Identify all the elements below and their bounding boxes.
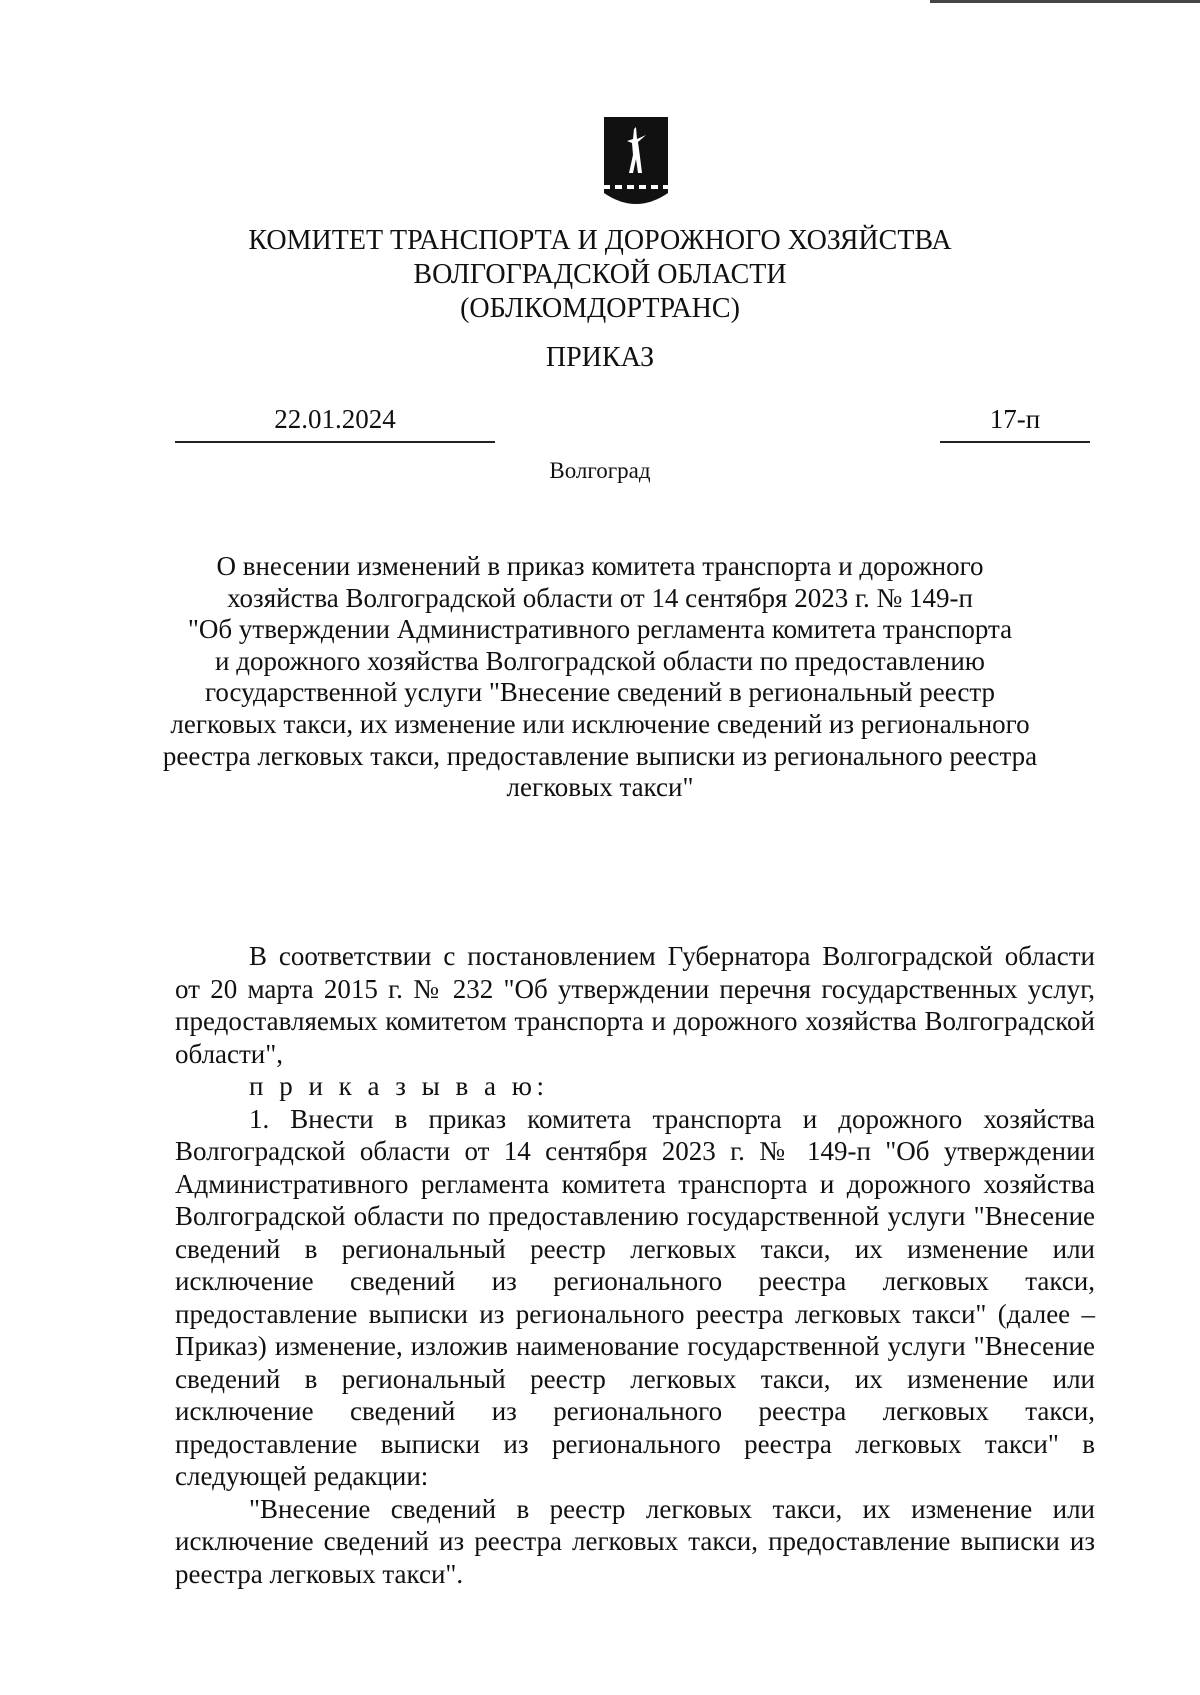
org-name-line2: ВОЛГОГРАДСКОЙ ОБЛАСТИ bbox=[413, 259, 787, 290]
subject-line: легковых такси" bbox=[506, 772, 694, 803]
order-verb: п р и к а з ы в а ю: bbox=[249, 1071, 549, 1101]
subject-line: государственной услуги "Внесение сведений в региональный реестр bbox=[204, 677, 995, 708]
preamble-paragraph: В соответствии с постановлением Губернатора Волгоградской области от 20 марта 2015 г. № 232 "Об утверждении перечня государственных услуг, предоставляемых комитетом транспорта и дорожного хозяйства Волгоградской области", bbox=[175, 941, 1095, 1069]
subject-line: и дорожного хозяйства Волгоградской области по предоставлению bbox=[215, 645, 985, 676]
subject-line: легковых такси, их изменение или исключение сведений из регионального bbox=[170, 708, 1030, 739]
subject-line: реестра легковых такси, предоставление выписки из регионального реестра bbox=[162, 740, 1038, 771]
page-top-edge bbox=[930, 0, 1200, 3]
order-date: 22.01.2024 bbox=[274, 404, 396, 434]
coat-of-arms-emblem bbox=[602, 115, 670, 215]
item-1-paragraph: 1. Внести в приказ комитета транспорта и дорожного хозяйства Волгоградской области от 14 сентября 2023 г. № 149-п "Об утверждении Административного регламента комитета транспорта и дорожного хозяйства Волгоградской области по предоставлению государственной услуги "Внесение сведений в региональный реестр легковых такси, их изменение или исключение сведений из регионального реестра легковых такси, предоставление выписки из регионального реестра легковых такси" (далее – Приказ) изменение, изложив наименование государственной услуги "Внесение сведений в региональный реестр легковых такси, их изменение или исключение сведений из регионального реестра легковых такси, предоставление выписки из регионального реестра легковых такси" в следующей редакции: bbox=[175, 1103, 1095, 1491]
order-number: 17-п bbox=[989, 404, 1041, 434]
order-subject bbox=[0, 551, 1200, 804]
document-type-title: ПРИКАЗ bbox=[545, 342, 655, 373]
subject-line: хозяйства Волгоградской области от 14 сентября 2023 г. № 149-п bbox=[227, 582, 973, 613]
date-underline bbox=[175, 441, 495, 443]
order-body bbox=[175, 940, 1095, 1590]
subject-line: "Об утверждении Административного регламента комитета транспорта bbox=[187, 614, 1013, 645]
subject-line: О внесении изменений в приказ комитета транспорта и дорожного bbox=[216, 551, 984, 581]
number-underline bbox=[940, 441, 1090, 443]
new-title-quote: "Внесение сведений в реестр легковых такси, их изменение или исключение сведений из реестра легковых такси, предоставление выписки из реестра легковых такси". bbox=[175, 1493, 1095, 1589]
org-abbreviation: (ОБЛКОМДОРТРАНС) bbox=[460, 293, 740, 324]
city-name: Волгоград bbox=[549, 458, 651, 483]
org-name-line1: КОМИТЕТ ТРАНСПОРТА И ДОРОЖНОГО ХОЗЯЙСТВА bbox=[248, 225, 952, 256]
